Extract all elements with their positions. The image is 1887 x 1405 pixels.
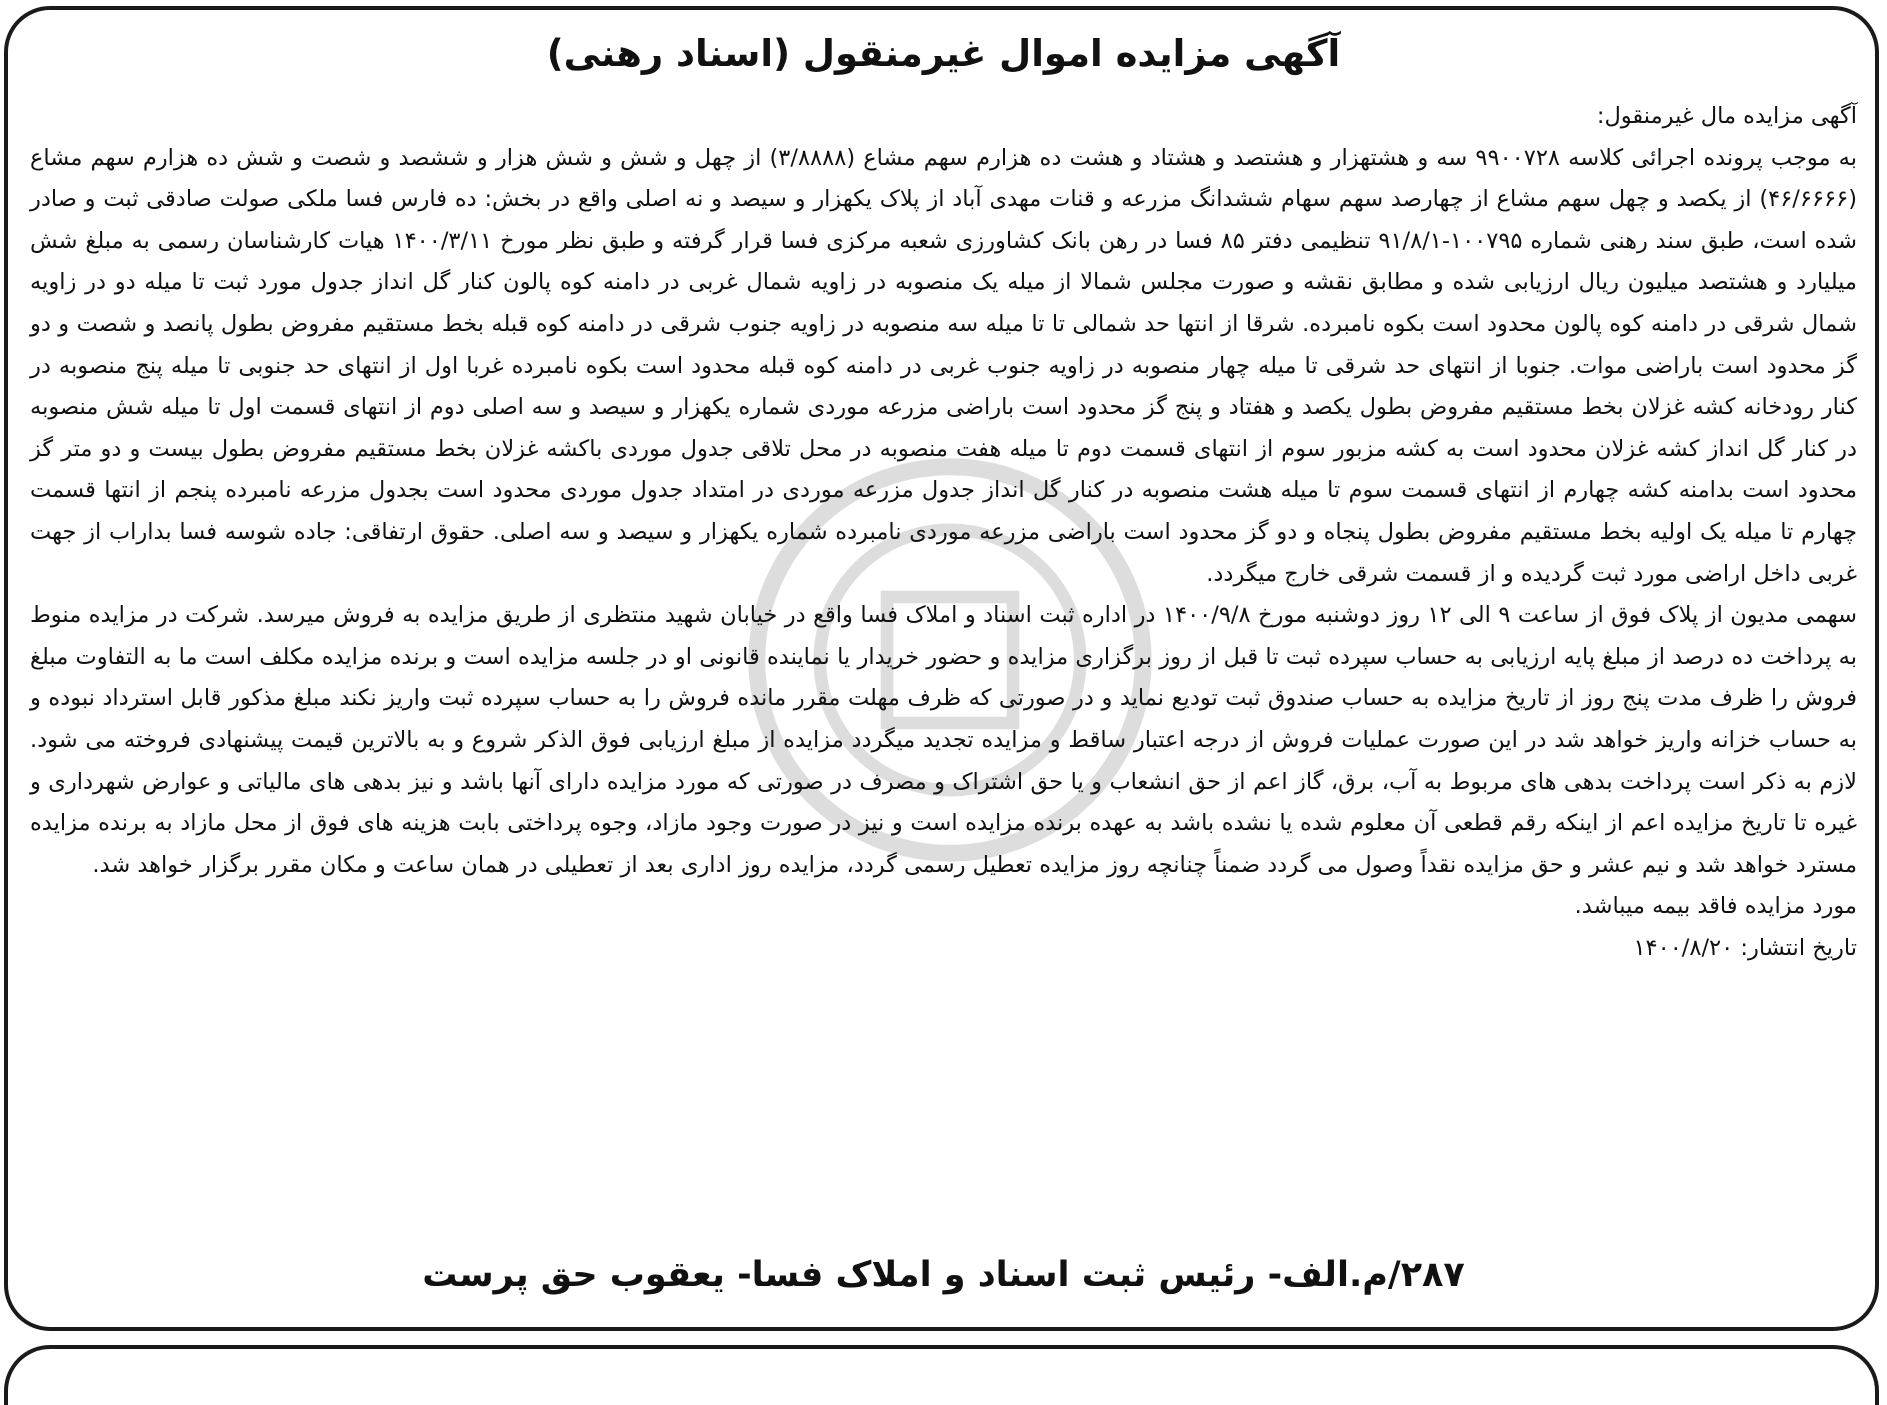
- publication-date-value: ۱۴۰۰/۸/۲۰: [1633, 934, 1734, 961]
- notice-title: آگهی مزایده اموال غیرمنقول (اسناد رهنی): [546, 32, 1341, 75]
- next-notice-frame: [4, 1345, 1879, 1405]
- notice-property-description: به موجب پرونده اجرائی کلاسه ۹۹۰۰۷۲۸ سه و هشتهزار و هشتصد و هشتاد و هشت ده هزارم سهم مشاع (۳/۸۸۸۸) از چهل و شش و شش هزار و ششصد و شصت و شش ده هزارم سهم مشاع (۴۶/۶۶۶۶) از یکصد و چهل سهم مشاع از چهارصد سهم سهام ششدانگ مزرعه و قنات مهدی آباد از پلاک یکهزار و سیصد و نه اصلی واقع در بخش: ده فارس فسا ملکی صولت صادقی ثبت و صادر شده است، طبق سند رهنی شماره ۱۰۰۷۹۵-۹۱/۸/۱ تنظیمی دفتر ۸۵ فسا در رهن بانک کشاورزی شعبه مرکزی فسا قرار گرفته و طبق نظر مورخ ۱۴۰۰/۳/۱۱ هیات کارشناسان رسمی به مبلغ شش میلیارد و هشتصد میلیون ریال ارزیابی شده و مطابق نقشه و صورت مجلس شمالا از میله یک منصوبه در زاویه شمال غربی در دامنه کوه پالون کنار گل انداز جدول مورد ثبت تا میله دو در زاویه شمال شرقی در دامنه کوه پالون محدود است بکوه نامبرده. شرقا از انتها حد شمالی تا تا میله سه منصوبه در زاویه جنوب شرقی در دامنه کوه قبله بخط مستقیم مفروض بطول پانصد و شصت و دو گز محدود است باراضی موات. جنوبا از انتهای حد شرقی تا میله چهار منصوبه در زاویه جنوب غربی در دامنه کوه قبله محدود است بکوه نامبرده غربا اول از انتهای حد جنوبی تا میله پنج منصوبه در کنار رودخانه کشه غزلان بخط مستقیم مفروض بطول یکصد و هفتاد و پنج گز محدود است باراضی مزرعه موردی شماره یکهزار و سیصد و سه اصلی دوم از انتهای قسمت اول تا میله شش منصوبه در کنار گل انداز کشه غزلان محدود است به کشه مزبور سوم از انتهای قسمت دوم تا میله هفت منصوبه در محل تلاقی جدول موردی باکشه غزلان بخط مستقیم مفروض بطول بیست و دو متر گز محدود است بدامنه کشه چهارم از انتهای قسمت سوم تا میله هشت منصوبه در کنار گل انداز جدول مزرعه موردی در امتداد جدول موردی محدود است بجدول مزرعه نامبرده پنجم از انتها قسمت چهارم تا میله یک اولیه بخط مستقیم مفروض بطول پنجاه و دو گز محدود است باراضی مزرعه موردی نامبرده شماره یکهزار و سیصد و سه اصلی. حقوق ارتفاقی: جاده شوسه فسا بداراب از جهت غربی داخل اراضی مورد ثبت گردیده و از قسمت شرقی خارج میگردد.: [30, 144, 1858, 587]
- notice-auction-terms: سهمی مدیون از پلاک فوق از ساعت ۹ الی ۱۲ روز دوشنبه مورخ ۱۴۰۰/۹/۸ در اداره ثبت اسناد و املاک فسا واقع در خیابان شهید منتظری از طریق مزایده به فروش میرسد. شرکت در مزایده منوط به پرداخت ده درصد از مبلغ پایه ارزیابی به حساب سپرده ثبت تا قبل از روز برگزاری مزایده و حضور خریدار یا نماینده قانونی او در جلسه مزایده است و برنده مزایده مکلف است ما به التفاوت مبلغ فروش را ظرف مدت پنج روز از تاریخ مزایده به حساب صندوق ثبت تودیع نماید و در صورتی که ظرف مهلت مقرر مانده فروش را به حساب سپرده ثبت واریز نکند مبلغ مذکور قابل استرداد نبوده و به حساب خزانه واریز خواهد شد در این صورت عملیات فروش از درجه اعتبار ساقط و مزایده تجدید میگردد مزایده از مبلغ ارزیابی فوق الذکر شروع و به بالاترین قیمت پیشنهادی فروخته می شود. لازم به ذکر است پرداخت بدهی های مربوط به آب، برق، گاز اعم از حق انشعاب و یا حق اشتراک و مصرف در صورتی که مورد مزایده دارای آنها باشد و نیز بدهی های مالیاتی و عوارض شهرداری و غیره تا تاریخ مزایده اعم از اینکه رقم قطعی آن معلوم شده یا نشده باشد به عهده برنده مزایده است و نیز در صورت وجود مازاد، وجوه پرداختی بابت هزینه های فوق از محل مازاد به برنده مزایده مسترد خواهد شد و نیم عشر و حق مزایده نقداً وصول می گردد ضمناً چنانچه روز مزایده تعطیل رسمی گردد، مزایده روز اداری بعد از تعطیلی در همان ساعت و مکان مقرر برگزار خواهد شد.: [30, 602, 1857, 878]
- notice-body: [30, 96, 1857, 969]
- notice-insurance-note: مورد مزایده فاقد بیمه میباشد.: [1574, 893, 1857, 920]
- publication-date-label: تاریخ انتشار:: [1740, 934, 1857, 961]
- notice-signature: ۲۸۷/م.الف- رئیس ثبت اسناد و املاک فسا- یعقوب حق پرست: [422, 1255, 1465, 1295]
- publication-date-line: [30, 928, 1857, 970]
- notice-intro: آگهی مزایده مال غیرمنقول:: [1596, 103, 1857, 129]
